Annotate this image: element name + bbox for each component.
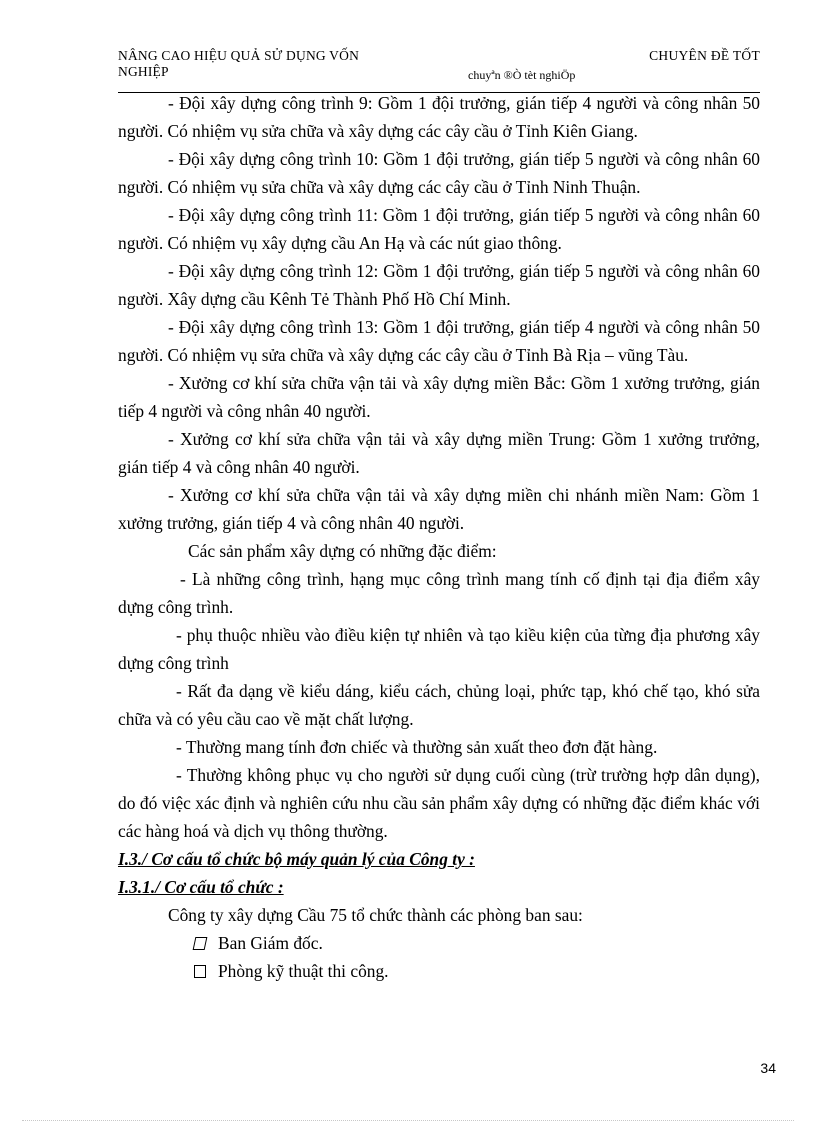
header-left-text: NÂNG CAO HIỆU QUẢ SỬ DỤNG VỐN NGHIỆP: [118, 48, 360, 79]
list-item-label: Phòng kỹ thuật thi công.: [218, 961, 389, 981]
page-bottom-border: [22, 1120, 794, 1121]
paragraph-feature-diverse: - Rất đa dạng về kiểu dáng, kiểu cách, chủng loại, phức tạp, khó chế tạo, khó sửa chữa và có yêu cầu cao về mặt chất lượng.: [118, 681, 760, 729]
header-right-text: CHUYÊN ĐỀ TỐT: [649, 48, 760, 63]
page-number: 34: [760, 1060, 776, 1076]
paragraph-team-10: - Đội xây dựng công trình 10: Gồm 1 đội trưởng, gián tiếp 5 người và công nhân 60 người. Có nhiệm vụ sửa chữa và xây dựng các cây cầu ở Tỉnh Ninh Thuận.: [118, 149, 760, 197]
checkbox-bullet-icon: [194, 965, 206, 978]
paragraph-product-features: Các sản phẩm xây dựng có những đặc điểm:: [188, 541, 497, 561]
list-item-label: Ban Giám đốc.: [218, 933, 323, 953]
intro-paragraph: Công ty xây dựng Cầu 75 tổ chức thành các phòng ban sau:: [168, 905, 583, 925]
paragraph-feature-end-user: - Thường không phục vụ cho người sử dụng cuối cùng (trừ trường hợp dân dụng), do đó việc xác định và nghiên cứu nhu cầu sản phẩm xây dựng có những đặc điểm khác với các hàng hoá và dịch vụ thông thường.: [118, 765, 760, 841]
paragraph-feature-fixed: - Là những công trình, hạng mục công trình mang tính cố định tại địa điểm xây dựng công trình.: [118, 569, 760, 617]
paragraph-workshop-south: - Xưởng cơ khí sửa chữa vận tải và xây dựng miền chi nhánh miền Nam: Gồm 1 xưởng trưởng, gián tiếp 4 và công nhân 40 người.: [118, 485, 760, 533]
paragraph-team-12: - Đội xây dựng công trình 12: Gồm 1 đội trưởng, gián tiếp 5 người và công nhân 60 người. Xây dựng cầu Kênh Tẻ Thành Phố Hồ Chí Minh.: [118, 261, 760, 309]
paragraph-workshop-central: - Xưởng cơ khí sửa chữa vận tải và xây dựng miền Trung: Gồm 1 xưởng trưởng, gián tiếp 4 và công nhân 40 người.: [118, 429, 760, 477]
document-body: [118, 89, 760, 985]
paragraph-team-9: - Đội xây dựng công trình 9: Gồm 1 đội trưởng, gián tiếp 4 người và công nhân 50 người. Có nhiệm vụ sửa chữa và xây dựng các cây cầu ở Tỉnh Kiên Giang.: [118, 93, 760, 141]
header-center-text: chuyªn ®Ò tèt nghiÖp: [468, 68, 576, 82]
paragraph-team-11: - Đội xây dựng công trình 11: Gồm 1 đội trưởng, gián tiếp 5 người và công nhân 60 người. Có nhiệm vụ xây dựng cầu An Hạ và các nút giao thông.: [118, 205, 760, 253]
page-header: [118, 46, 760, 93]
subsection-heading: I.3.1./ Cơ cấu tổ chức :: [118, 877, 284, 897]
list-item: [118, 957, 760, 985]
paragraph-feature-single: - Thường mang tính đơn chiếc và thường sản xuất theo đơn đặt hàng.: [176, 737, 658, 757]
paragraph-team-13: - Đội xây dựng công trình 13: Gồm 1 đội trưởng, gián tiếp 4 người và công nhân 50 người. Có nhiệm vụ sửa chữa và xây dựng các cây cầu ở Tỉnh Bà Rịa – vũng Tàu.: [118, 317, 760, 365]
paragraph-workshop-north: - Xưởng cơ khí sửa chữa vận tải và xây dựng miền Bắc: Gồm 1 xưởng trưởng, gián tiếp 4 người và công nhân 40 người.: [118, 373, 760, 421]
section-heading: I.3./ Cơ cấu tổ chức bộ máy quản lý của Công ty :: [118, 849, 475, 869]
checkbox-bullet-icon: [193, 937, 208, 950]
list-item: [118, 929, 760, 957]
paragraph-feature-nature: - phụ thuộc nhiều vào điều kiện tự nhiên và tạo kiều kiện của từng địa phương xây dựng công trình: [118, 625, 760, 673]
